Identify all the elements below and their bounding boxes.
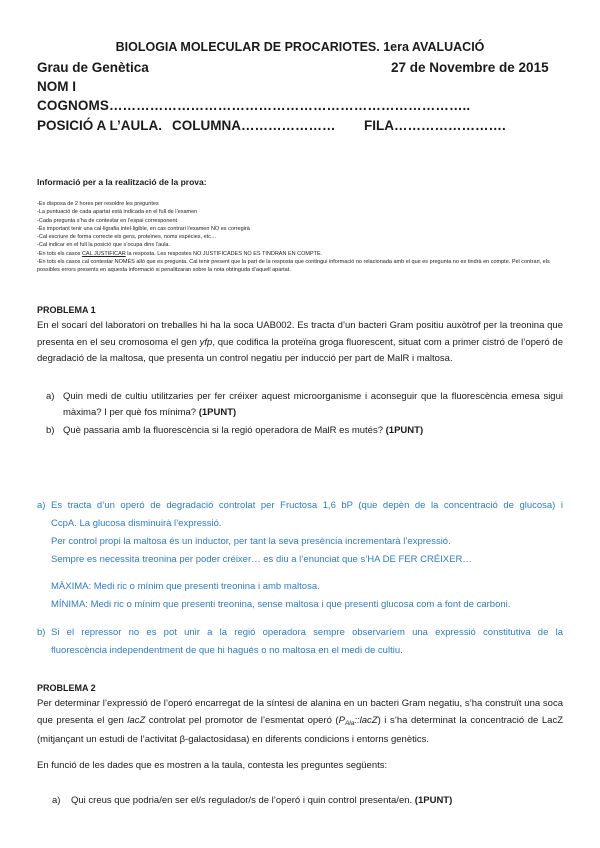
answer-b-line: Si el repressor no es pot unir a la regió operadora sempre observaríem una expressió constitutiva de la [51,627,563,638]
answer-a-line: Sempre es necessita treonina per poder créixer… es diu a l’enunciat que s’HA DE FER CRÉIXER… [51,554,472,565]
column-field: COLUMNA………………… [172,118,336,133]
answer-a-line: Es tracta d’un operó de degradació controlat per Fructosa 1,6 bP (que depèn de la concentració de glucosa) i [51,500,563,511]
problem2-question-a: a) Qui creus que podria/en ser el/s regulador/s de l’operó i quin control presenta/en. (1PUNT) [52,795,453,806]
answer-b-label: b) [37,627,46,638]
rule-item: - En tots els casos CAL JUSTIFICAR la resposta. Les respostes NO JUSTIFICADES NO ES TINDRAN EN COMPTE. [37,250,557,258]
rule-item: - És important tenir una cal·ligrafia intel·ligible, en cas contrari l’examen NO es corregirà [37,225,557,233]
rule-item: - Cada pregunta s’ha de contestar en l’espai corresponent [37,217,557,225]
gene-lacz: lacZ [127,714,146,726]
points-badge: (1PUNT) [414,795,453,806]
problem2-title: PROBLEMA 2 [37,683,96,693]
info-heading: Informació per a la realització de la prova: [37,177,207,187]
answer-a-minimum: MÍNIMA: Medi ric o mínim que presenti treonina, sense maltosa i que presenti glucosa com a font de carboni. [51,599,511,610]
problem1-question-b: b) Què passaria amb la fluorescència si la regió operadora de MalR es mutés? (1PUNT) [46,425,424,436]
rule-item: - Cal escriure de forma correcte els gens, proteïnes, noms espècies, etc… [37,233,557,241]
name-label: NOM I [37,79,76,94]
gene-yfp: yfp [199,336,213,348]
rule-item: - La puntuació de cada apartat està indicada en el full de l’examen [37,208,557,216]
problem1-title: PROBLEMA 1 [37,305,96,315]
rule-emphasis: CAL JUSTIFICAR [81,250,126,257]
points-badge: (1PUNT) [198,407,237,418]
row-field: FILA……………………. [364,118,506,133]
problem2-statement: Per determinar l’expressió de l’operó encarregat de la síntesi de alanina en un bacteri Gram negatiu, s’ha construït una soca que presenta el gen lacZ controlat pel promotor de l’esmentat operó $(P_{Ala}::lacZ)$ i s’ha determinat la concentració de LacZ (mitjançant un estudi de l’activitat β-galactosidasa) en diferents condicions i entorns genètics. [37,698,563,745]
rule-item: - Cal indicar en el full la posició que s’ocupa dins l’aula. [37,241,557,249]
rules-list [37,200,557,275]
points-badge: (1PUNT) [385,425,424,436]
answer-a-label: a) [37,500,46,511]
problem1-statement: En el socarí del laboratori on treballes hi ha la soca UAB002. Es tracta d’un bacteri Gram positiu auxòtrof per la treonina que presenta en el seu cromosoma el gen yfp, que codifica la proteïna groga fluorescent, situat com a primer cistró de l’operó de degradació de la maltosa, que presenta un control negatiu per inducció per part de MalR i maltosa. [37,320,563,364]
exam-date: 27 de Novembre de 2015 [391,60,549,75]
course-name: Grau de Genètica [37,60,149,75]
position-label: POSICIÓ A L’AULA. [37,118,163,133]
surname-field: COGNOMS…………………………………………………………………….. [37,98,471,113]
exam-title: BIOLOGIA MOLECULAR DE PROCARIOTES. 1era AVALUACIÓ [115,40,485,54]
answer-a-line: CcpA. La glucosa disminuirà l’expressió. [51,518,222,529]
problem2-intro: En funció de les dades que es mostren a la taula, contesta les preguntes següents: [37,760,388,771]
promoter-fusion: $P_{Ala}::lacZ$ [338,714,378,727]
rule-item: - Es disposa de 2 hores per resoldre les preguntes [37,200,557,208]
answer-a-line: Per control propi la maltosa és un inductor, per tant la seva presència incrementarà l’expressió. [51,536,451,547]
problem1-question-a: a) Quin medi de cultiu utilitzaries per fer créixer aquest microorganisme i aconseguir que la fluorescència emesa sigui màxima? I per què fos mínima? (1PUNT) [46,391,563,418]
beta-symbol: β [179,734,186,745]
answer-a-maximum: MÀXIMA: Medi ric o mínim que presenti treonina i amb maltosa. [51,581,320,592]
answer-b-line: fluorescència independentment de que hi hagués o no maltosa en el medi de cultiu. [51,645,403,656]
rule-item: - En tots els casos cal contestar NOMÉS allò que es pregunta. Cal tenir present que la part de la resposta que contingui informació no relacionada amb el que es pregunta no es tindrà en compte. Pel contrari, els possibles errors presents en aquesta informació si penalitzaran sobre la nota obtinguda d’aquell apartat. [37,258,557,275]
